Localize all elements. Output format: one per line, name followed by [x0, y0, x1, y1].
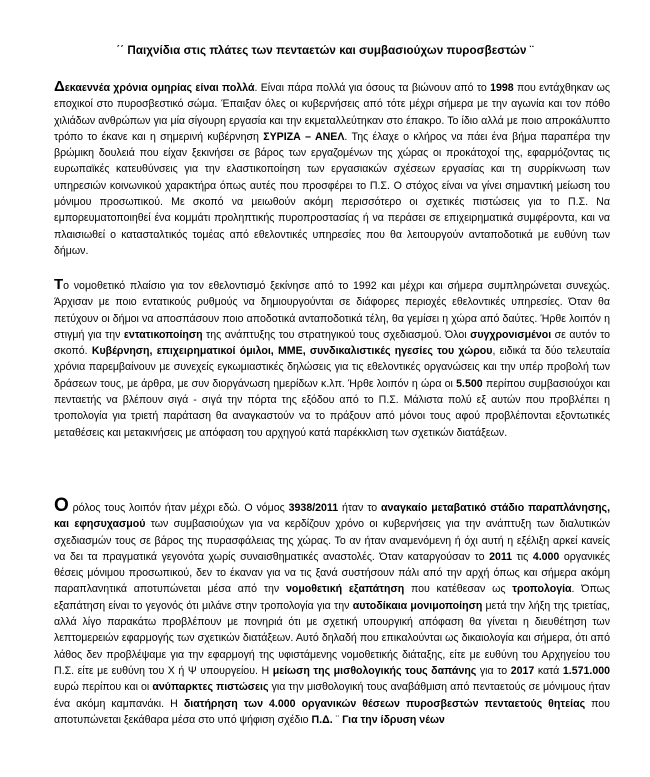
bold-phrase: μείωση της μισθολογικής τους δαπάνης	[272, 664, 477, 677]
body-text: ήταν το	[338, 502, 382, 514]
bold-phrase: εκαεννέα χρόνια ομηρίας είναι πολλά	[64, 82, 255, 94]
body-text: . Είναι πάρα πολλά για όσους τα βιώνουν από το	[254, 82, 491, 94]
body-text: που κατέθεσαν ως	[404, 583, 513, 596]
bold-phrase: τροπολογία	[512, 583, 572, 596]
body-text: μετά την λήξη της τριετίας, αλλά λίγο παρακάτω προβλέπουν με πονηριά ότι με σχετική υπουργική απόφαση θα γίνεται η διευθέτηση των λεπτομερειών εφαρμογής των σχετικών διατάξεων. Αυτό δηλαδή που επικαλούνται ως δικαιολογία και σήμερα, ότι από λάθος δεν προβλέψαμε για την εφαρμογή της υφιστάμενης νομοθετικής διάταξης, είτε με ευθύνη του Αρχηγείου του Π.Σ. είτε με ευθύνη του Χ ή Ψ υπουργείου. Η	[54, 599, 610, 677]
body-text: οργανικές θέσεις μόνιμου προσωπικού, δεν το έκαναν για να τις ξανά συστήσουν πάλι από την αρχή όπως και σήμερα ακόμη παραπλανητικά αποτυπώνεται μέσα από την	[54, 550, 610, 596]
paragraph-2	[54, 277, 610, 441]
drop-cap: Τ	[54, 276, 64, 293]
bold-phrase: διατήρηση των 4.000 οργανικών θέσεων πυροσβεστών πενταετούς θητείας	[183, 697, 586, 710]
bold-phrase: συγχρονισμένοι	[470, 328, 552, 341]
body-text: σε αυτόν το σκοπό.	[54, 328, 611, 358]
bold-phrase: 5.500	[456, 377, 483, 390]
bold-phrase: εντατικοποίηση	[123, 328, 203, 341]
bold-phrase: Κυβέρνηση, επιχειρηματικοί όμιλοι, ΜΜΕ, συνδικαλιστικές ηγεσίες του χώρου	[91, 345, 493, 358]
body-text: , ειδικά τα δύο τελευταία χρόνια παρεμβαίνουν με συνεχείς εγκωμιαστικές δηλώσεις για τις εθελοντικές οργανώσεις και την υπέρ προβολή των δράσεων τους, με άρθρα, με συν διοργάνωση ημερίδων κ.λπ. Ήρθε λοιπόν η ώρα οι	[54, 345, 611, 390]
bold-phrase: 3938/2011	[288, 502, 339, 514]
bold-phrase: Για την ίδρυση νέων	[342, 713, 445, 726]
bold-phrase: 2011	[489, 550, 513, 563]
body-text: ¨	[332, 713, 343, 726]
body-text: τις	[512, 550, 533, 563]
bold-phrase: αναγκαίο μεταβατικό στάδιο παραπλάνησης, και εφησυχασμού	[54, 502, 611, 531]
bold-phrase: 2017	[510, 664, 535, 677]
body-text: κατά	[534, 664, 563, 677]
paragraph-1	[54, 79, 610, 259]
drop-cap: Δ	[54, 78, 65, 95]
body-text: περίπου συμβασιούχοι και πενταετής να βλέπουν σιγά - σιγά την πόρτα της εξόδου από το Π.Σ. Μάλιστα πολύ εξ αυτών που προβλέπει η τροπολογία για τριετή παράταση θα αναγκαστούν να το πράξουν από μόνοι τους αφού προβλέπονται εξοντωτικές μεταθέσεις και μετακινήσεις με απόφαση του αρχηγού κατά παρέκκλιση των σχετικών διατάξεων.	[54, 377, 611, 439]
body-text: για το	[476, 664, 511, 677]
body-text: ρόλος τους λοιπόν ήταν μέχρι εδώ. Ο νόμος	[68, 502, 289, 514]
bold-phrase: 1998	[490, 82, 514, 94]
body-text: των συμβασιούχων για να κερδίζουν χρόνο οι κυβερνήσεις για την ανάπτυξη των διαλυτικών σχεδιασμών τους σε βάρος της πυρασφάλειας της χώρας. Το αν ήταν αναμενόμενη ή όχι αυτή η εξέλιξη αρκεί κανείς να δει τα πραγματικά γεγονότα χωρίς συναισθηματικές αναστολές. Όταν καταργούσαν το	[54, 518, 610, 563]
document-title: ΄΄ Παιχνίδια στις πλάτες των πενταετών και συμβασιούχων πυροσβεστών ¨	[116, 44, 534, 57]
bold-phrase: Π.Δ.	[311, 713, 333, 726]
drop-cap: Ο	[54, 495, 69, 516]
body-text: . Όπως εξαπάτηση είναι το γεγονός ότι μιλάνε στην τροπολογία για την	[54, 583, 610, 612]
body-text: που αποτυπώνεται ξεκάθαρα μέσα στο υπό ψήφιση σχέδιο	[54, 697, 610, 726]
paragraph-3	[54, 495, 611, 728]
bold-phrase: ανύπαρκτες πιστώσεις	[152, 681, 269, 694]
bold-phrase: 4.000	[532, 550, 560, 563]
body-text: που εντάχθηκαν ως εποχικοί στο πυροσβεστικό σώμα. Έπαιξαν όλες οι κυβερνήσεις από τότε μέχρι σήμερα με την αγωνία και τον πόθο χιλιάδων ανθρώπων για μία σίγουρη εργασία και την εκμεταλλεύτηκαν στο έπακρο. Το ίδιο αλλά με ποιο απροκάλυπτο τρόπο το έκανε και η σημερινή κυβέρνηση	[54, 82, 610, 143]
bold-phrase: ΣΥΡΙΖΑ – ΑΝΕΛ	[263, 130, 345, 143]
body-text: για την μισθολογική τους αναβάθμιση από πενταετούς σε μόνιμους ήταν ένα ακόμη καμπανάκι. Η	[54, 681, 611, 710]
body-text: . Της έλαχε ο κλήρος να πάει ένα βήμα παραπέρα την βρώμικη δουλειά που είχαν ξεκινήσει σε βάρος των εργαζομένων της χώρας οι προκάτοχοί της, εφαρμόζοντας τις ευρωπαϊκές κατευθύνσεις για την ελαστικοποίηση των εργασιακών σχέσεων εργασίας και τη συρρίκνωση των υπηρεσιών κοινωνικού χαρακτήρα όπως αυτές που προσφέρει το Π.Σ. Ο στόχος είναι να γίνει σημαντική μείωση του μόνιμου προσωπικού. Με σκοπό να μειωθούν ακόμη περισσότερο οι σχετικές πιστώσεις για το Π.Σ. Να εμπορευματοποιηθεί ένα κομμάτι προληπτικής πυροπροστασίας ή να περάσει σε επιχειρηματικά συμφέροντα, και να πλαισιωθεί ο κατασταλτικός τομέας από εθελοντικές υπηρεσίες που θα λειτουργούν ανταποδοτικά με ευθύνη των δήμων.	[54, 130, 611, 257]
bold-phrase: 1.571.000	[562, 664, 610, 677]
bold-phrase: αυτοδίκαια μονιμοποίηση	[352, 599, 483, 612]
body-text: της ανάπτυξης του στρατηγικού τους σχεδιασμού. Όλοι	[202, 328, 471, 341]
body-text: ευρώ περίπου και οι	[54, 681, 153, 694]
bold-phrase: νομοθετική εξαπάτηση	[285, 583, 405, 596]
body-text: ο νομοθετικό πλαίσιο για τον εθελοντισμό ξεκίνησε από το 1992 και μέχρι και σήμερα συμπληρώνεται συνεχώς. Άρχισαν με ποιο εντατικούς ρυθμούς να δημιουργούνται σε διάφορες περιοχές εθελοντικές υπηρεσίες. Όταν θα πετύχουν οι δήμοι να αποσπάσουν ποιο αποδοτικά ανταποδοτικά τέλη, θα γεμίσει η χώρα από δαύτες. Ήρθε λοιπόν η στιγμή για την	[54, 280, 610, 341]
